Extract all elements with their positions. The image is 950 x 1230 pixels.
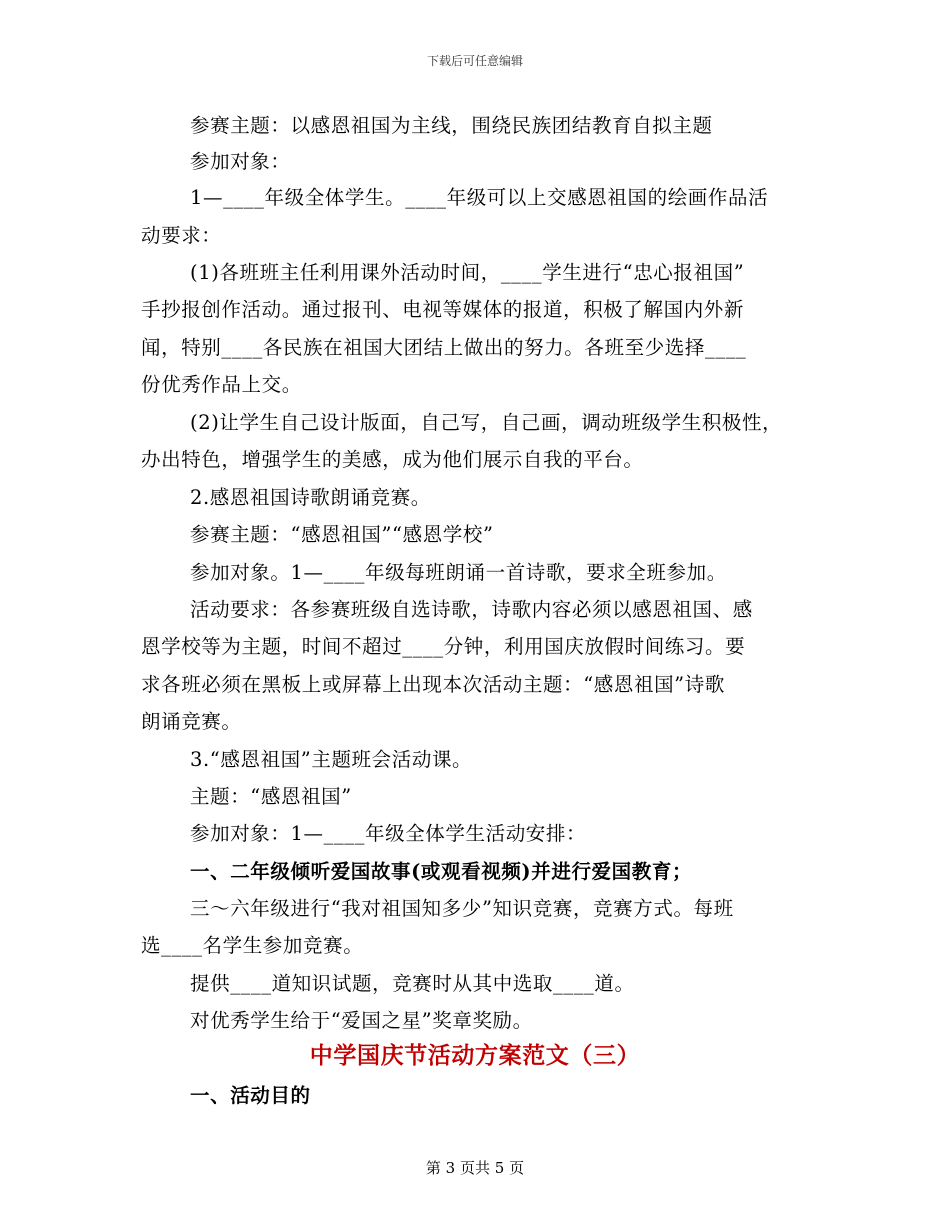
text-line: 2.感恩祖国诗歌朗诵竞赛。 xyxy=(190,486,431,509)
text-line: 参加对象：1—____年级全体学生活动安排： xyxy=(190,822,587,845)
subheading: 一、活动目的 xyxy=(190,1084,311,1107)
page-header: 下载后可任意编辑 xyxy=(426,54,523,68)
text-line: 朗诵竞赛。 xyxy=(141,710,242,733)
text-line: 参加对象。1—____年级每班朗诵一首诗歌，要求全班参加。 xyxy=(190,561,727,584)
text-line: 动要求： xyxy=(141,224,222,247)
text-line: 参加对象： xyxy=(190,150,291,173)
text-line: 选____名学生参加竞赛。 xyxy=(141,934,364,957)
text-line: 求各班必须在黑板上或屏幕上出现本次活动主题：“感恩祖国”诗歌 xyxy=(141,673,725,696)
text-line: 恩学校等为主题，时间不超过____分钟，利用国庆放假时间练习。要 xyxy=(141,635,746,658)
text-line: (2)让学生自己设计版面，自己写，自己画，调动班级学生积极性， xyxy=(190,411,783,434)
text-line: 活动要求：各参赛班级自选诗歌，诗歌内容必须以感恩祖国、感 xyxy=(190,598,753,621)
text-line: 提供____道知识试题，竞赛时从其中选取____道。 xyxy=(190,972,635,995)
page-footer: 第 3 页共 5 页 xyxy=(425,1159,525,1177)
text-line: 三～六年级进行“我对祖国知多少”知识竞赛，竞赛方式。每班 xyxy=(190,897,734,920)
text-line: 对优秀学生给于“爱国之星”奖章奖励。 xyxy=(190,1009,533,1032)
text-line: 办出特色，增强学生的美感，成为他们展示自我的平台。 xyxy=(141,448,644,471)
text-line: (1)各班班主任利用课外活动时间，____学生进行“忠心报祖国” xyxy=(190,261,745,284)
text-line: 手抄报创作活动。通过报刊、电视等媒体的报道，积极了解国内外新 xyxy=(141,298,745,321)
section-title: 中学国庆节活动方案范文（三） xyxy=(309,1042,641,1069)
text-line: 闻，特别____各民族在祖国大团结上做出的努力。各班至少选择____ xyxy=(141,336,747,359)
text-line: 份优秀作品上交。 xyxy=(141,373,302,396)
text-line: 参赛主题：以感恩祖国为主线，围绕民族团结教育自拟主题 xyxy=(190,114,713,137)
text-line: 一、二年级倾听爱国故事(或观看视频)并进行爱国教育； xyxy=(190,860,693,883)
text-line: 主题：“感恩祖国” xyxy=(190,785,352,808)
text-line: 3.“感恩祖国”主题班会活动课。 xyxy=(190,748,473,771)
text-line: 参赛主题：“感恩祖国”“感恩学校” xyxy=(190,523,494,546)
text-line: 1—____年级全体学生。____年级可以上交感恩祖国的绘画作品活 xyxy=(190,186,769,209)
